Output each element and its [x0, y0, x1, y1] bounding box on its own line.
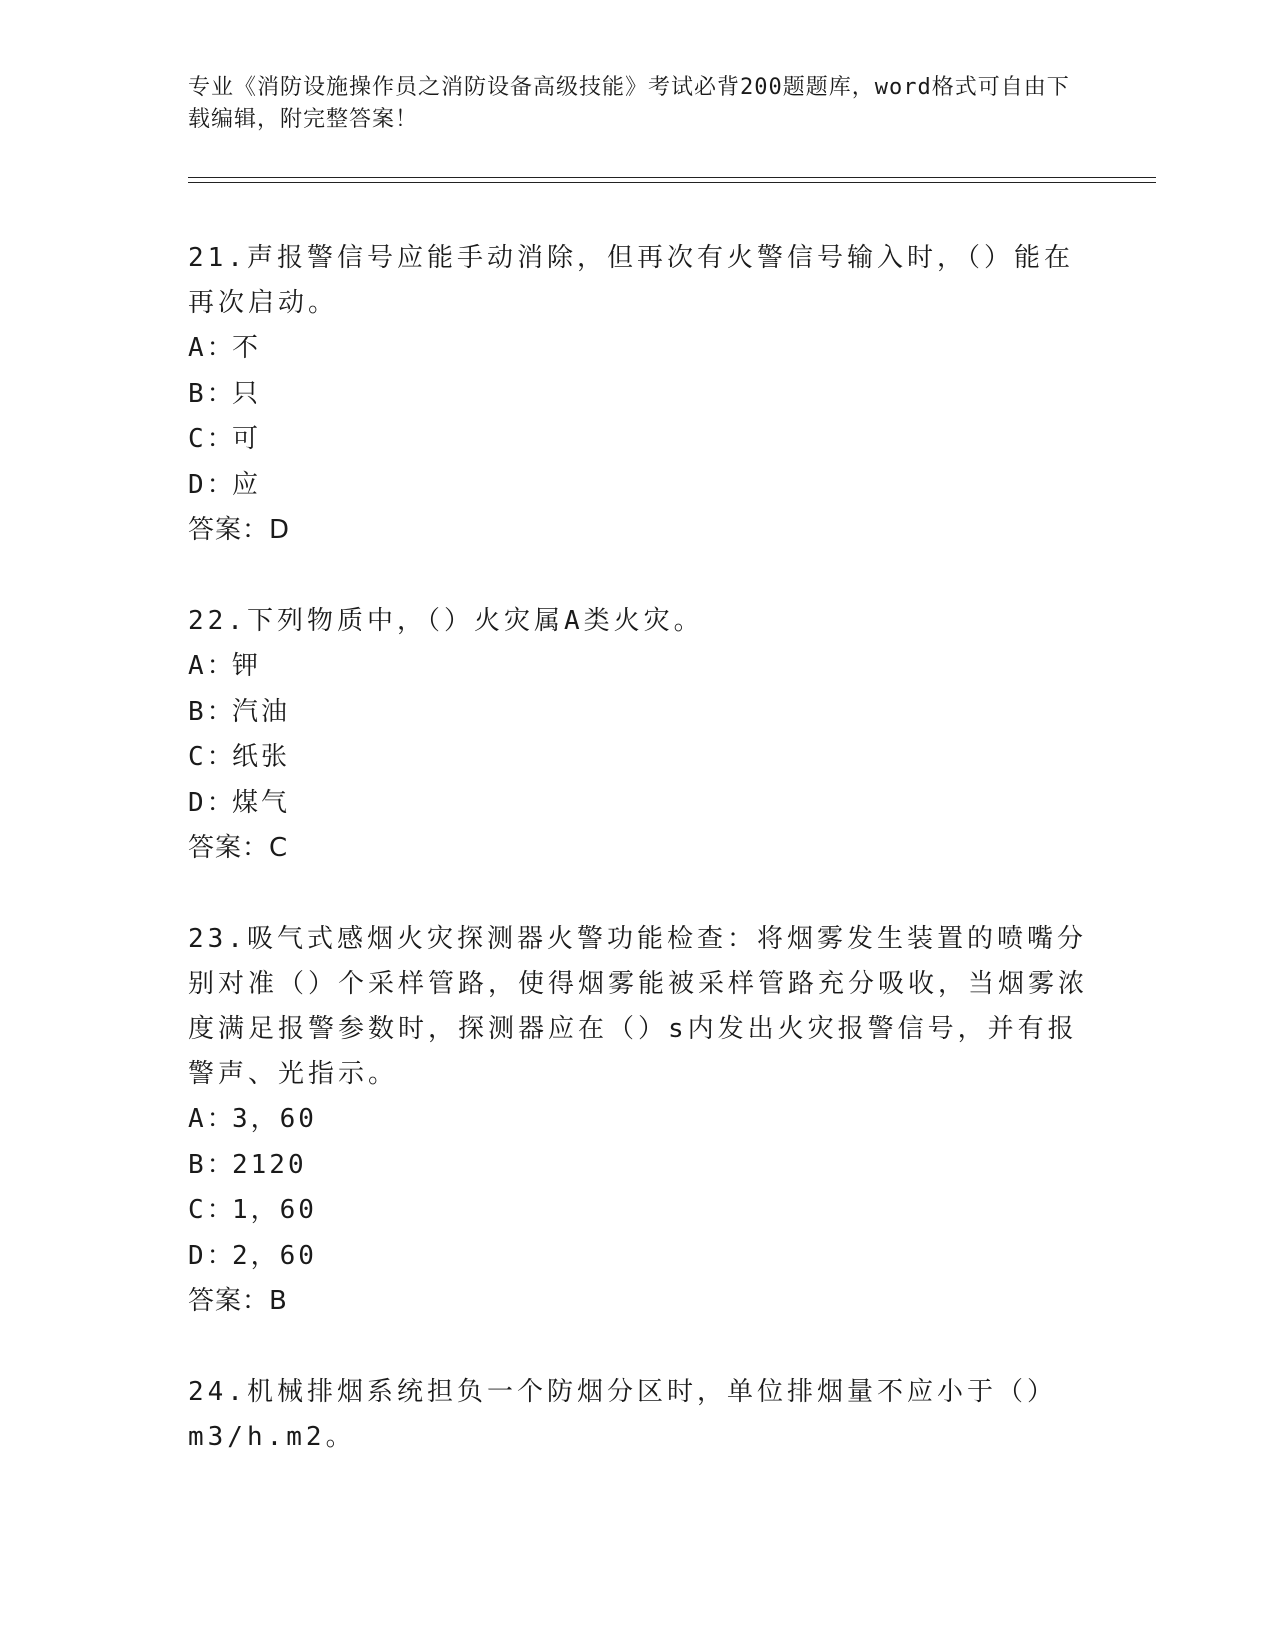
option-key: A： [188, 1104, 236, 1134]
option-key: C： [188, 742, 236, 772]
question-stem: 21.声报警信号应能手动消除，但再次有火警信号输入时，（）能在再次启动。 [188, 243, 1074, 318]
option-a [188, 1097, 1088, 1143]
option-key: C： [188, 1195, 236, 1225]
question-stem: 24.机械排烟系统担负一个防烟分区时，单位排烟量不应小于（）m3/h.m2。 [188, 1377, 1057, 1452]
option-text: 应 [232, 469, 262, 500]
option-a [188, 644, 1088, 690]
option-b [188, 690, 1088, 736]
option-text: 钾 [232, 651, 262, 681]
answer: 答案：B [188, 1286, 288, 1316]
option-text: 纸张 [232, 742, 291, 772]
question-22 [188, 599, 1088, 871]
option-b [188, 372, 1088, 418]
option-text: 煤气 [232, 787, 291, 818]
option-text: 汽油 [232, 696, 291, 727]
answer: 答案：D [188, 515, 291, 545]
option-text: 2，60 [232, 1240, 317, 1271]
option-c [188, 1188, 1088, 1234]
option-b [188, 1143, 1088, 1189]
option-d [188, 1234, 1088, 1280]
option-key: B： [188, 1149, 236, 1180]
question-stem: 22.下列物质中，（）火灾属A类火灾。 [188, 606, 704, 636]
option-key: B： [188, 378, 236, 409]
option-d [188, 781, 1088, 827]
option-a [188, 326, 1088, 372]
option-text: 3，60 [232, 1104, 317, 1134]
answer: 答案：C [188, 833, 289, 863]
option-text: 只 [232, 378, 262, 409]
question-24 [188, 1370, 1088, 1460]
header-divider-top [188, 177, 1156, 178]
question-stem: 23.吸气式感烟火灾探测器火警功能检查：将烟雾发生装置的喷嘴分别对准（）个采样管路，使得烟雾能被采样管路充分吸收，当烟雾浓度满足报警参数时，探测器应在（）s内发出火灾报警信号，并有报警声、光指示。 [188, 924, 1089, 1089]
question-list [188, 236, 1088, 1506]
document-header: 专业《消防设施操作员之消防设备高级技能》考试必背200题题库，word格式可自由下载编辑，附完整答案！ [188, 75, 1070, 132]
option-key: C： [188, 424, 236, 454]
option-key: A： [188, 333, 236, 363]
option-d [188, 463, 1088, 509]
option-text: 2120 [232, 1149, 307, 1180]
question-21 [188, 236, 1088, 553]
option-key: B： [188, 696, 236, 727]
option-key: A： [188, 651, 236, 681]
option-c [188, 417, 1088, 463]
option-key: D： [188, 1240, 236, 1271]
option-text: 不 [232, 333, 262, 363]
option-text: 可 [232, 424, 262, 454]
option-c [188, 735, 1088, 781]
question-23 [188, 917, 1088, 1324]
option-text: 1，60 [232, 1195, 317, 1225]
option-key: D： [188, 787, 236, 818]
header-divider-bottom [188, 182, 1156, 183]
option-key: D： [188, 469, 236, 500]
